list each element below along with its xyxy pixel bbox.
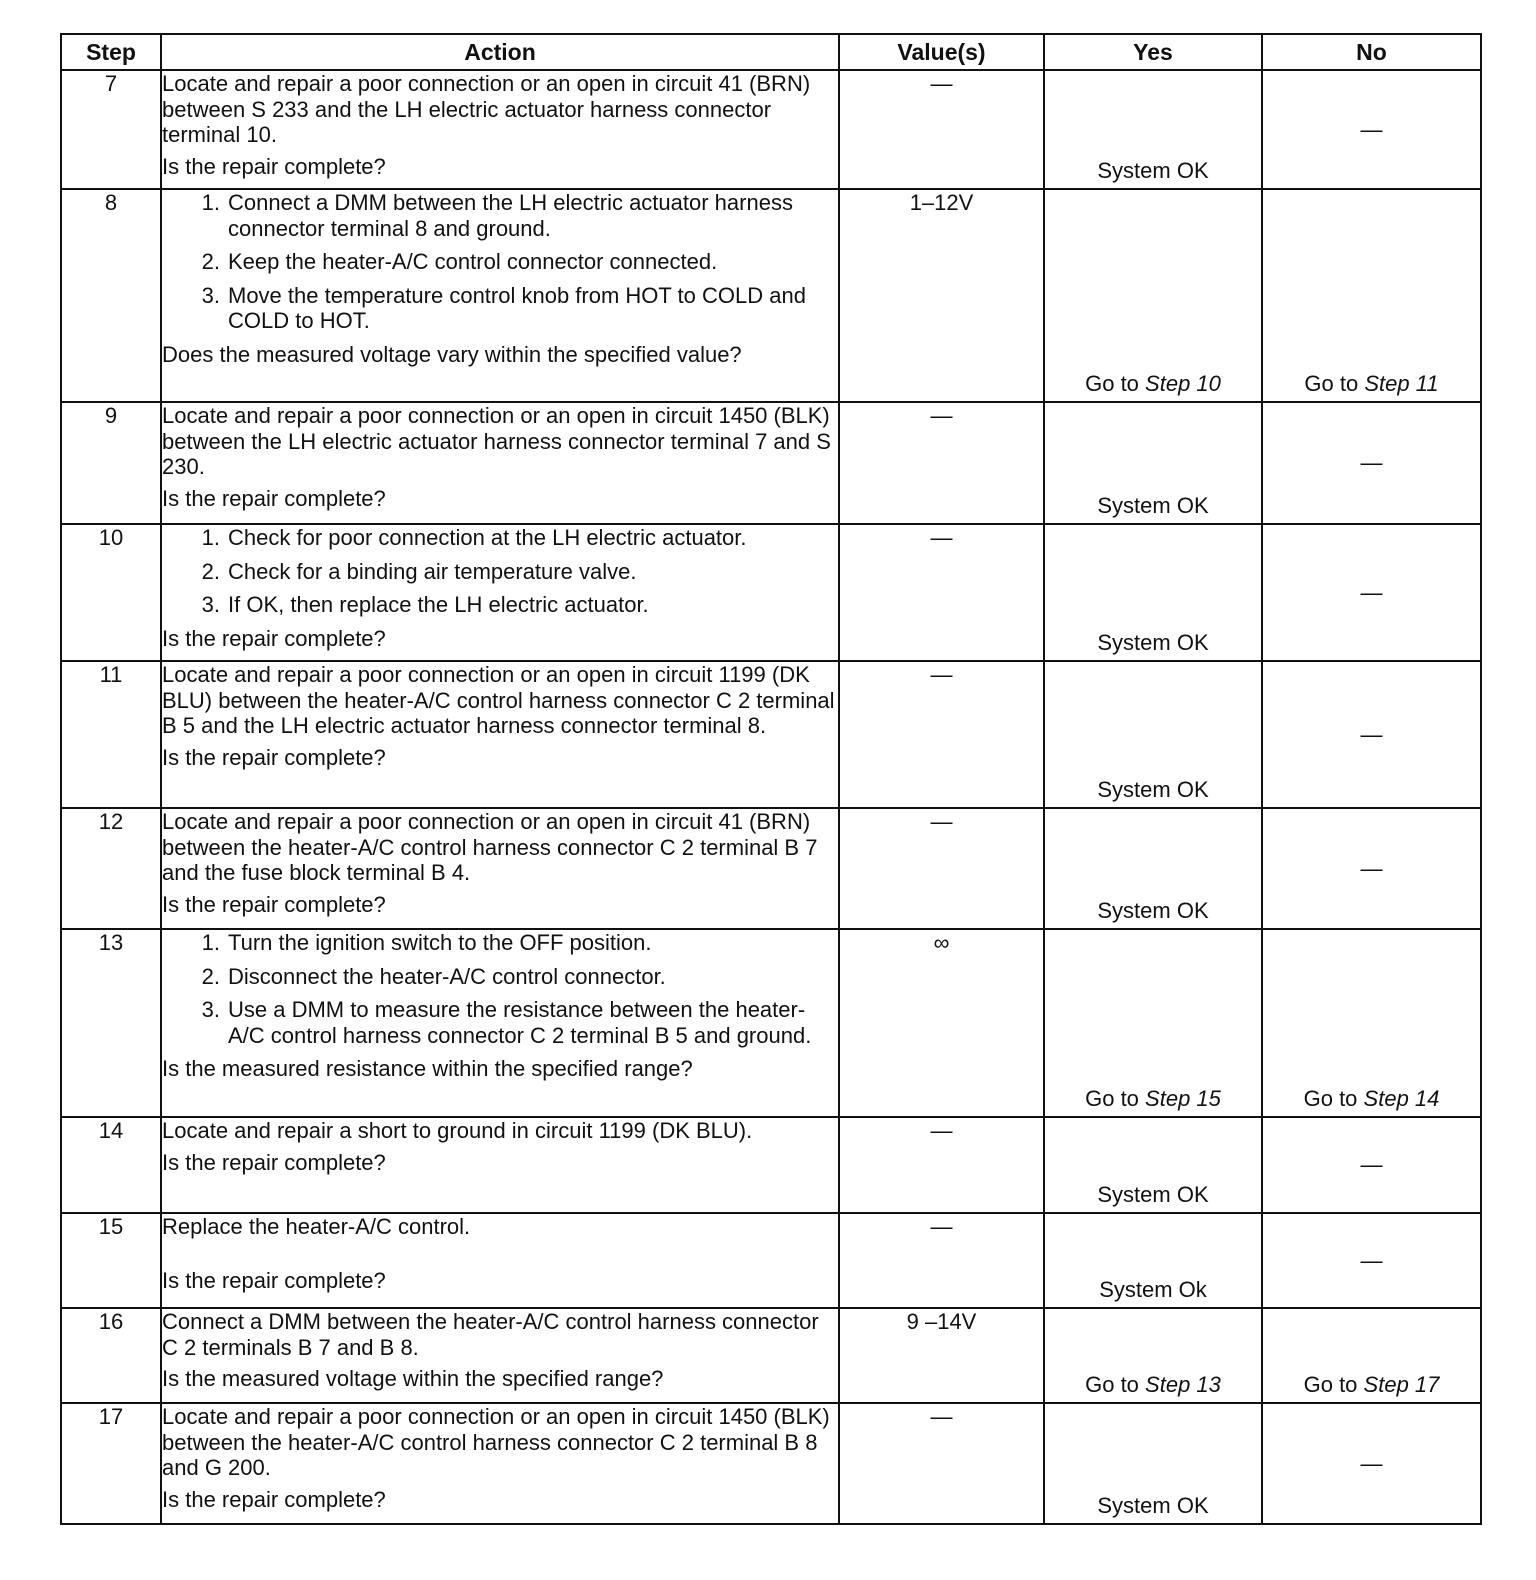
action-text: Locate and repair a poor connection or an open in circuit 1450 (BLK) between the heater-A/C control harness connector C 2 terminal B 8 and G 200. — [162, 1404, 830, 1480]
action-question: Is the repair complete? — [162, 485, 386, 511]
table-row — [61, 70, 1481, 189]
action-cell — [161, 661, 839, 808]
action-cell — [161, 402, 839, 524]
table-row — [61, 929, 1481, 1117]
action-cell — [161, 929, 839, 1117]
action-cell — [161, 70, 839, 189]
no-result: — — [1360, 855, 1383, 881]
value-cell: 9 –14V — [839, 1308, 1044, 1403]
value-cell: — — [839, 808, 1044, 929]
no-cell — [1262, 1213, 1481, 1308]
table-row — [61, 661, 1481, 808]
value-cell: 1–12V — [839, 189, 1044, 402]
action-cell — [161, 1213, 839, 1308]
action-steps — [162, 525, 838, 618]
no-cell — [1262, 70, 1481, 189]
table-row — [61, 1117, 1481, 1213]
list-item: 2. Keep the heater-A/C control connector connected. — [201, 249, 718, 274]
action-text: Locate and repair a poor connection or an open in circuit 41 (BRN) between the heater-A/C control harness connector C 2 terminal B 7 and the fuse block terminal B 4. — [162, 809, 818, 885]
no-result: — — [1360, 450, 1383, 475]
action-text: Connect a DMM between the heater-A/C control harness connector C 2 terminals B 7 and B 8. — [162, 1309, 819, 1360]
step-number: 15 — [61, 1213, 161, 1308]
no-cell — [1262, 524, 1481, 661]
action-cell — [161, 189, 839, 402]
no-result: — — [1360, 1247, 1383, 1273]
yes-result: System OK — [1097, 493, 1209, 518]
yes-result: System OK — [1097, 630, 1209, 655]
action-question: Is the measured resistance within the specified range? — [162, 1056, 693, 1081]
yes-cell — [1044, 1117, 1262, 1213]
no-cell — [1262, 189, 1481, 402]
yes-cell — [1044, 661, 1262, 808]
action-steps — [162, 190, 838, 334]
list-item: 3. Use a DMM to measure the resistance between the heater-A/C control harness connector C 2 terminal B 5 and ground. — [201, 997, 812, 1048]
no-result: — — [1360, 721, 1383, 747]
table-row — [61, 402, 1481, 524]
no-cell — [1262, 1403, 1481, 1524]
no-result: Go to Step 11 — [1304, 371, 1439, 396]
action-cell — [161, 808, 839, 929]
header-row — [61, 34, 1481, 70]
yes-cell — [1044, 929, 1262, 1117]
list-item: 1. Connect a DMM between the LH electric actuator harness connector terminal 8 and ground. — [201, 190, 793, 241]
yes-result: System OK — [1097, 1493, 1209, 1518]
yes-cell — [1044, 808, 1262, 929]
yes-cell — [1044, 1308, 1262, 1403]
header-action: Action — [161, 34, 839, 70]
list-item: 3. Move the temperature control knob from HOT to COLD and COLD to HOT. — [201, 282, 806, 333]
action-text: Replace the heater-A/C control. — [162, 1214, 471, 1239]
action-cell — [161, 1117, 839, 1213]
yes-result: Go to Step 10 — [1085, 371, 1221, 396]
list-item: 2. Disconnect the heater-A/C control connector. — [201, 963, 666, 989]
action-text: Locate and repair a poor connection or an open in circuit 41 (BRN) between S 233 and the LH electric actuator harness connector terminal 10. — [162, 71, 811, 147]
step-number: 10 — [61, 524, 161, 661]
table-row — [61, 1213, 1481, 1308]
no-result: — — [1360, 1450, 1383, 1476]
action-question: Does the measured voltage vary within the specified value? — [162, 341, 742, 367]
value-cell: — — [839, 1403, 1044, 1524]
header-values: Value(s) — [839, 34, 1044, 70]
value-cell: — — [839, 402, 1044, 524]
no-result: Go to Step 17 — [1303, 1372, 1440, 1397]
value-cell: — — [839, 1117, 1044, 1213]
value-cell: ∞ — [839, 929, 1044, 1117]
list-item: 2. Check for a binding air temperature valve. — [201, 558, 637, 584]
action-text: Locate and repair a poor connection or an open in circuit 1450 (BLK) between the LH electric actuator harness connector terminal 7 and S 230. — [162, 403, 831, 479]
value-cell: — — [839, 524, 1044, 661]
action-cell — [161, 1403, 839, 1524]
no-cell — [1262, 661, 1481, 808]
yes-result: Go to Step 15 — [1085, 1086, 1221, 1111]
no-result: — — [1360, 579, 1383, 605]
value-cell: — — [839, 1213, 1044, 1308]
yes-cell — [1044, 189, 1262, 402]
step-number: 16 — [61, 1308, 161, 1403]
yes-result: System OK — [1097, 777, 1209, 802]
header-no: No — [1262, 34, 1481, 70]
action-question: Is the measured voltage within the specified range? — [162, 1366, 664, 1391]
yes-result: System OK — [1097, 1182, 1209, 1207]
action-steps — [162, 930, 838, 1048]
step-number: 14 — [61, 1117, 161, 1213]
action-question: Is the repair complete? — [162, 625, 386, 651]
step-number: 13 — [61, 929, 161, 1117]
no-cell — [1262, 402, 1481, 524]
table-row — [61, 524, 1481, 661]
no-cell — [1262, 1308, 1481, 1403]
step-number: 8 — [61, 189, 161, 402]
no-cell — [1262, 929, 1481, 1117]
table-row — [61, 808, 1481, 929]
yes-result: System OK — [1097, 158, 1209, 183]
list-item: 3. If OK, then replace the LH electric actuator. — [201, 592, 649, 617]
action-question: Is the repair complete? — [162, 1486, 386, 1512]
yes-result: Go to Step 13 — [1085, 1372, 1221, 1397]
step-number: 9 — [61, 402, 161, 524]
list-item: 1. Check for poor connection at the LH electric actuator. — [201, 525, 747, 550]
table-row — [61, 189, 1481, 402]
step-number: 12 — [61, 808, 161, 929]
header-yes: Yes — [1044, 34, 1262, 70]
yes-cell — [1044, 1213, 1262, 1308]
yes-cell — [1044, 524, 1262, 661]
no-cell — [1262, 808, 1481, 929]
no-result: — — [1360, 1152, 1383, 1177]
list-item: 1. Turn the ignition switch to the OFF position. — [201, 930, 652, 955]
value-cell: — — [839, 70, 1044, 189]
yes-cell — [1044, 70, 1262, 189]
action-question: Is the repair complete? — [162, 153, 386, 179]
diagnostic-table — [60, 33, 1482, 1525]
step-number: 7 — [61, 70, 161, 189]
table-row — [61, 1403, 1481, 1524]
action-question: Is the repair complete? — [162, 891, 386, 917]
action-text: Locate and repair a poor connection or an open in circuit 1199 (DK BLU) between the heater-A/C control harness connector C 2 terminal B 5 and the LH electric actuator harness connector terminal 8. — [162, 662, 835, 738]
yes-result: System Ok — [1099, 1277, 1207, 1302]
value-cell: — — [839, 661, 1044, 808]
action-question: Is the repair complete? — [162, 1149, 386, 1175]
no-result: Go to Step 14 — [1303, 1086, 1440, 1111]
action-cell — [161, 524, 839, 661]
step-number: 11 — [61, 661, 161, 808]
action-question: Is the repair complete? — [162, 744, 386, 770]
action-text: Locate and repair a short to ground in circuit 1199 (DK BLU). — [162, 1118, 753, 1143]
no-result: — — [1360, 116, 1383, 142]
step-number: 17 — [61, 1403, 161, 1524]
no-cell — [1262, 1117, 1481, 1213]
yes-cell — [1044, 402, 1262, 524]
action-cell — [161, 1308, 839, 1403]
table-row — [61, 1308, 1481, 1403]
header-step: Step — [61, 34, 161, 70]
yes-cell — [1044, 1403, 1262, 1524]
action-question: Is the repair complete? — [162, 1267, 386, 1293]
yes-result: System OK — [1097, 898, 1209, 923]
